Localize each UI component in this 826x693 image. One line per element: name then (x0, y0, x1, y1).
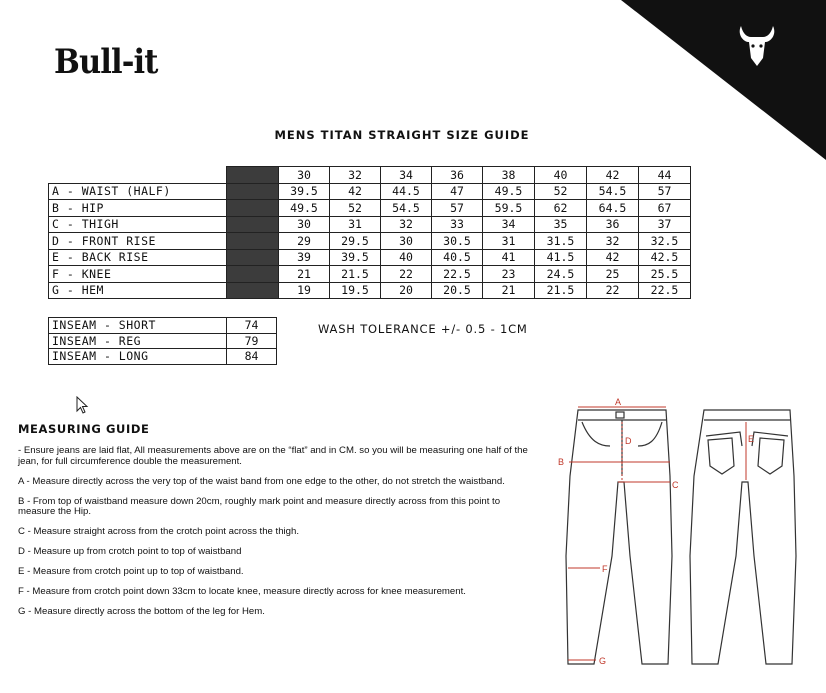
measurement-value: 40.5 (432, 249, 483, 266)
diagram-label-b: B (558, 457, 565, 467)
dark-cell (227, 216, 279, 233)
size-header-row (49, 167, 691, 184)
measurement-label: F - KNEE (49, 266, 227, 283)
measurement-value: 54.5 (587, 183, 639, 200)
inseam-value: 84 (227, 349, 277, 365)
measurement-value: 39.5 (330, 249, 381, 266)
measurement-value: 42 (330, 183, 381, 200)
size-header: 38 (483, 167, 535, 184)
measurement-label: D - FRONT RISE (49, 233, 227, 250)
mouse-cursor-icon (76, 396, 90, 414)
measurement-value: 22 (381, 266, 432, 283)
measurement-value: 21 (279, 266, 330, 283)
inseam-value: 74 (227, 318, 277, 334)
header-spacer (49, 167, 227, 184)
jeans-measuring-diagram (556, 396, 816, 672)
measurement-value: 52 (330, 200, 381, 217)
measurement-value: 31 (330, 216, 381, 233)
measuring-step: B - From top of waistband measure down 20cm, roughly mark point and measure directly across from this point to measure the Hip. (18, 495, 501, 517)
measurement-value: 21.5 (535, 282, 587, 299)
inseam-row (49, 333, 277, 349)
measurement-value: 35 (535, 216, 587, 233)
measuring-guide-title: MEASURING GUIDE (18, 422, 150, 436)
inseam-label: INSEAM - SHORT (49, 318, 227, 334)
measurement-value: 41.5 (535, 249, 587, 266)
measuring-step: - Ensure jeans are laid flat, All measurements above are on the “flat” and in CM. so you will be measuring one half of the jean, for full circumference double the measurement. (18, 445, 528, 467)
measurement-value: 23 (483, 266, 535, 283)
measurement-value: 57 (639, 183, 691, 200)
measuring-step: G - Measure directly across the bottom of the leg for Hem. (18, 606, 265, 617)
inseam-label: INSEAM - LONG (49, 349, 227, 365)
size-header: 40 (535, 167, 587, 184)
measurement-value: 20.5 (432, 282, 483, 299)
measurement-value: 57 (432, 200, 483, 217)
measurement-label: B - HIP (49, 200, 227, 217)
size-header: 36 (432, 167, 483, 184)
jeans-front (566, 410, 672, 664)
inseam-table (48, 317, 277, 365)
measurement-value: 36 (587, 216, 639, 233)
measurement-value: 49.5 (279, 200, 330, 217)
measurement-value: 29 (279, 233, 330, 250)
measurement-row (49, 183, 691, 200)
measurement-value: 25.5 (639, 266, 691, 283)
measurement-value: 32.5 (639, 233, 691, 250)
measurement-value: 25 (587, 266, 639, 283)
measurement-value: 29.5 (330, 233, 381, 250)
inseam-value: 79 (227, 333, 277, 349)
measurement-value: 39 (279, 249, 330, 266)
measurement-value: 21 (483, 282, 535, 299)
measurement-value: 42 (587, 249, 639, 266)
measurement-value: 59.5 (483, 200, 535, 217)
measurement-value: 44.5 (381, 183, 432, 200)
wash-tolerance: WASH TOLERANCE +/- 0.5 - 1CM (318, 322, 528, 336)
measuring-step: D - Measure up from crotch point to top of waistband (18, 546, 242, 557)
measurement-label: C - THIGH (49, 216, 227, 233)
measurement-value: 33 (432, 216, 483, 233)
size-header: 44 (639, 167, 691, 184)
measurement-label: A - WAIST (HALF) (49, 183, 227, 200)
measurement-value: 19 (279, 282, 330, 299)
dark-cell (227, 282, 279, 299)
size-table (48, 166, 691, 299)
measurement-value: 30.5 (432, 233, 483, 250)
size-header: 42 (587, 167, 639, 184)
measurement-value: 19.5 (330, 282, 381, 299)
measurement-value: 31 (483, 233, 535, 250)
measurement-value: 47 (432, 183, 483, 200)
measuring-step: C - Measure straight across from the crotch point across the thigh. (18, 526, 300, 537)
header-dark-cell (227, 167, 279, 184)
measurement-row (49, 249, 691, 266)
measuring-step: E - Measure from crotch point up to top of waistband. (18, 566, 244, 577)
measurement-value: 37 (639, 216, 691, 233)
dark-cell (227, 266, 279, 283)
measurement-value: 42.5 (639, 249, 691, 266)
measurement-row (49, 216, 691, 233)
measurement-value: 22.5 (432, 266, 483, 283)
dark-cell (227, 233, 279, 250)
measurement-value: 31.5 (535, 233, 587, 250)
measurement-value: 41 (483, 249, 535, 266)
brand-logo: Bull-it (54, 42, 158, 82)
dark-cell (227, 200, 279, 217)
measure-markers (568, 407, 746, 660)
measurement-row (49, 282, 691, 299)
diagram-label-f: F (602, 564, 608, 574)
diagram-label-d: D (625, 436, 632, 446)
jeans-back (690, 410, 796, 664)
measurement-value: 54.5 (381, 200, 432, 217)
size-header: 32 (330, 167, 381, 184)
measurement-value: 30 (381, 233, 432, 250)
measurement-value: 21.5 (330, 266, 381, 283)
dark-cell (227, 183, 279, 200)
measurement-value: 40 (381, 249, 432, 266)
measurement-value: 64.5 (587, 200, 639, 217)
measurement-value: 52 (535, 183, 587, 200)
measuring-steps (18, 446, 533, 627)
measurement-value: 39.5 (279, 183, 330, 200)
measurement-row (49, 200, 691, 217)
inseam-label: INSEAM - REG (49, 333, 227, 349)
measurement-value: 49.5 (483, 183, 535, 200)
measurement-value: 24.5 (535, 266, 587, 283)
measurement-row (49, 233, 691, 250)
measurement-value: 30 (279, 216, 330, 233)
diagram-label-a: A (615, 397, 622, 407)
measurement-value: 32 (587, 233, 639, 250)
diagram-label-c: C (672, 480, 679, 490)
measurement-value: 22 (587, 282, 639, 299)
size-header: 30 (279, 167, 330, 184)
measurement-value: 67 (639, 200, 691, 217)
size-header: 34 (381, 167, 432, 184)
measuring-step: A - Measure directly across the very top of the waist band from one edge to the other, do not stretch the waistband. (18, 475, 505, 487)
measurement-value: 34 (483, 216, 535, 233)
diagram-label-e: E (748, 434, 755, 444)
inseam-row (49, 318, 277, 334)
measurement-value: 32 (381, 216, 432, 233)
dark-cell (227, 249, 279, 266)
measurement-label: E - BACK RISE (49, 249, 227, 266)
measurement-value: 20 (381, 282, 432, 299)
measurement-value: 22.5 (639, 282, 691, 299)
page-title: MENS TITAN STRAIGHT SIZE GUIDE (274, 128, 530, 142)
diagram-label-g: G (599, 656, 607, 666)
measuring-step: F - Measure from crotch point down 33cm to locate knee, measure directly across for knee measurement. (18, 586, 466, 597)
measurement-label: G - HEM (49, 282, 227, 299)
measurement-row (49, 266, 691, 283)
inseam-row (49, 349, 277, 365)
measurement-value: 62 (535, 200, 587, 217)
